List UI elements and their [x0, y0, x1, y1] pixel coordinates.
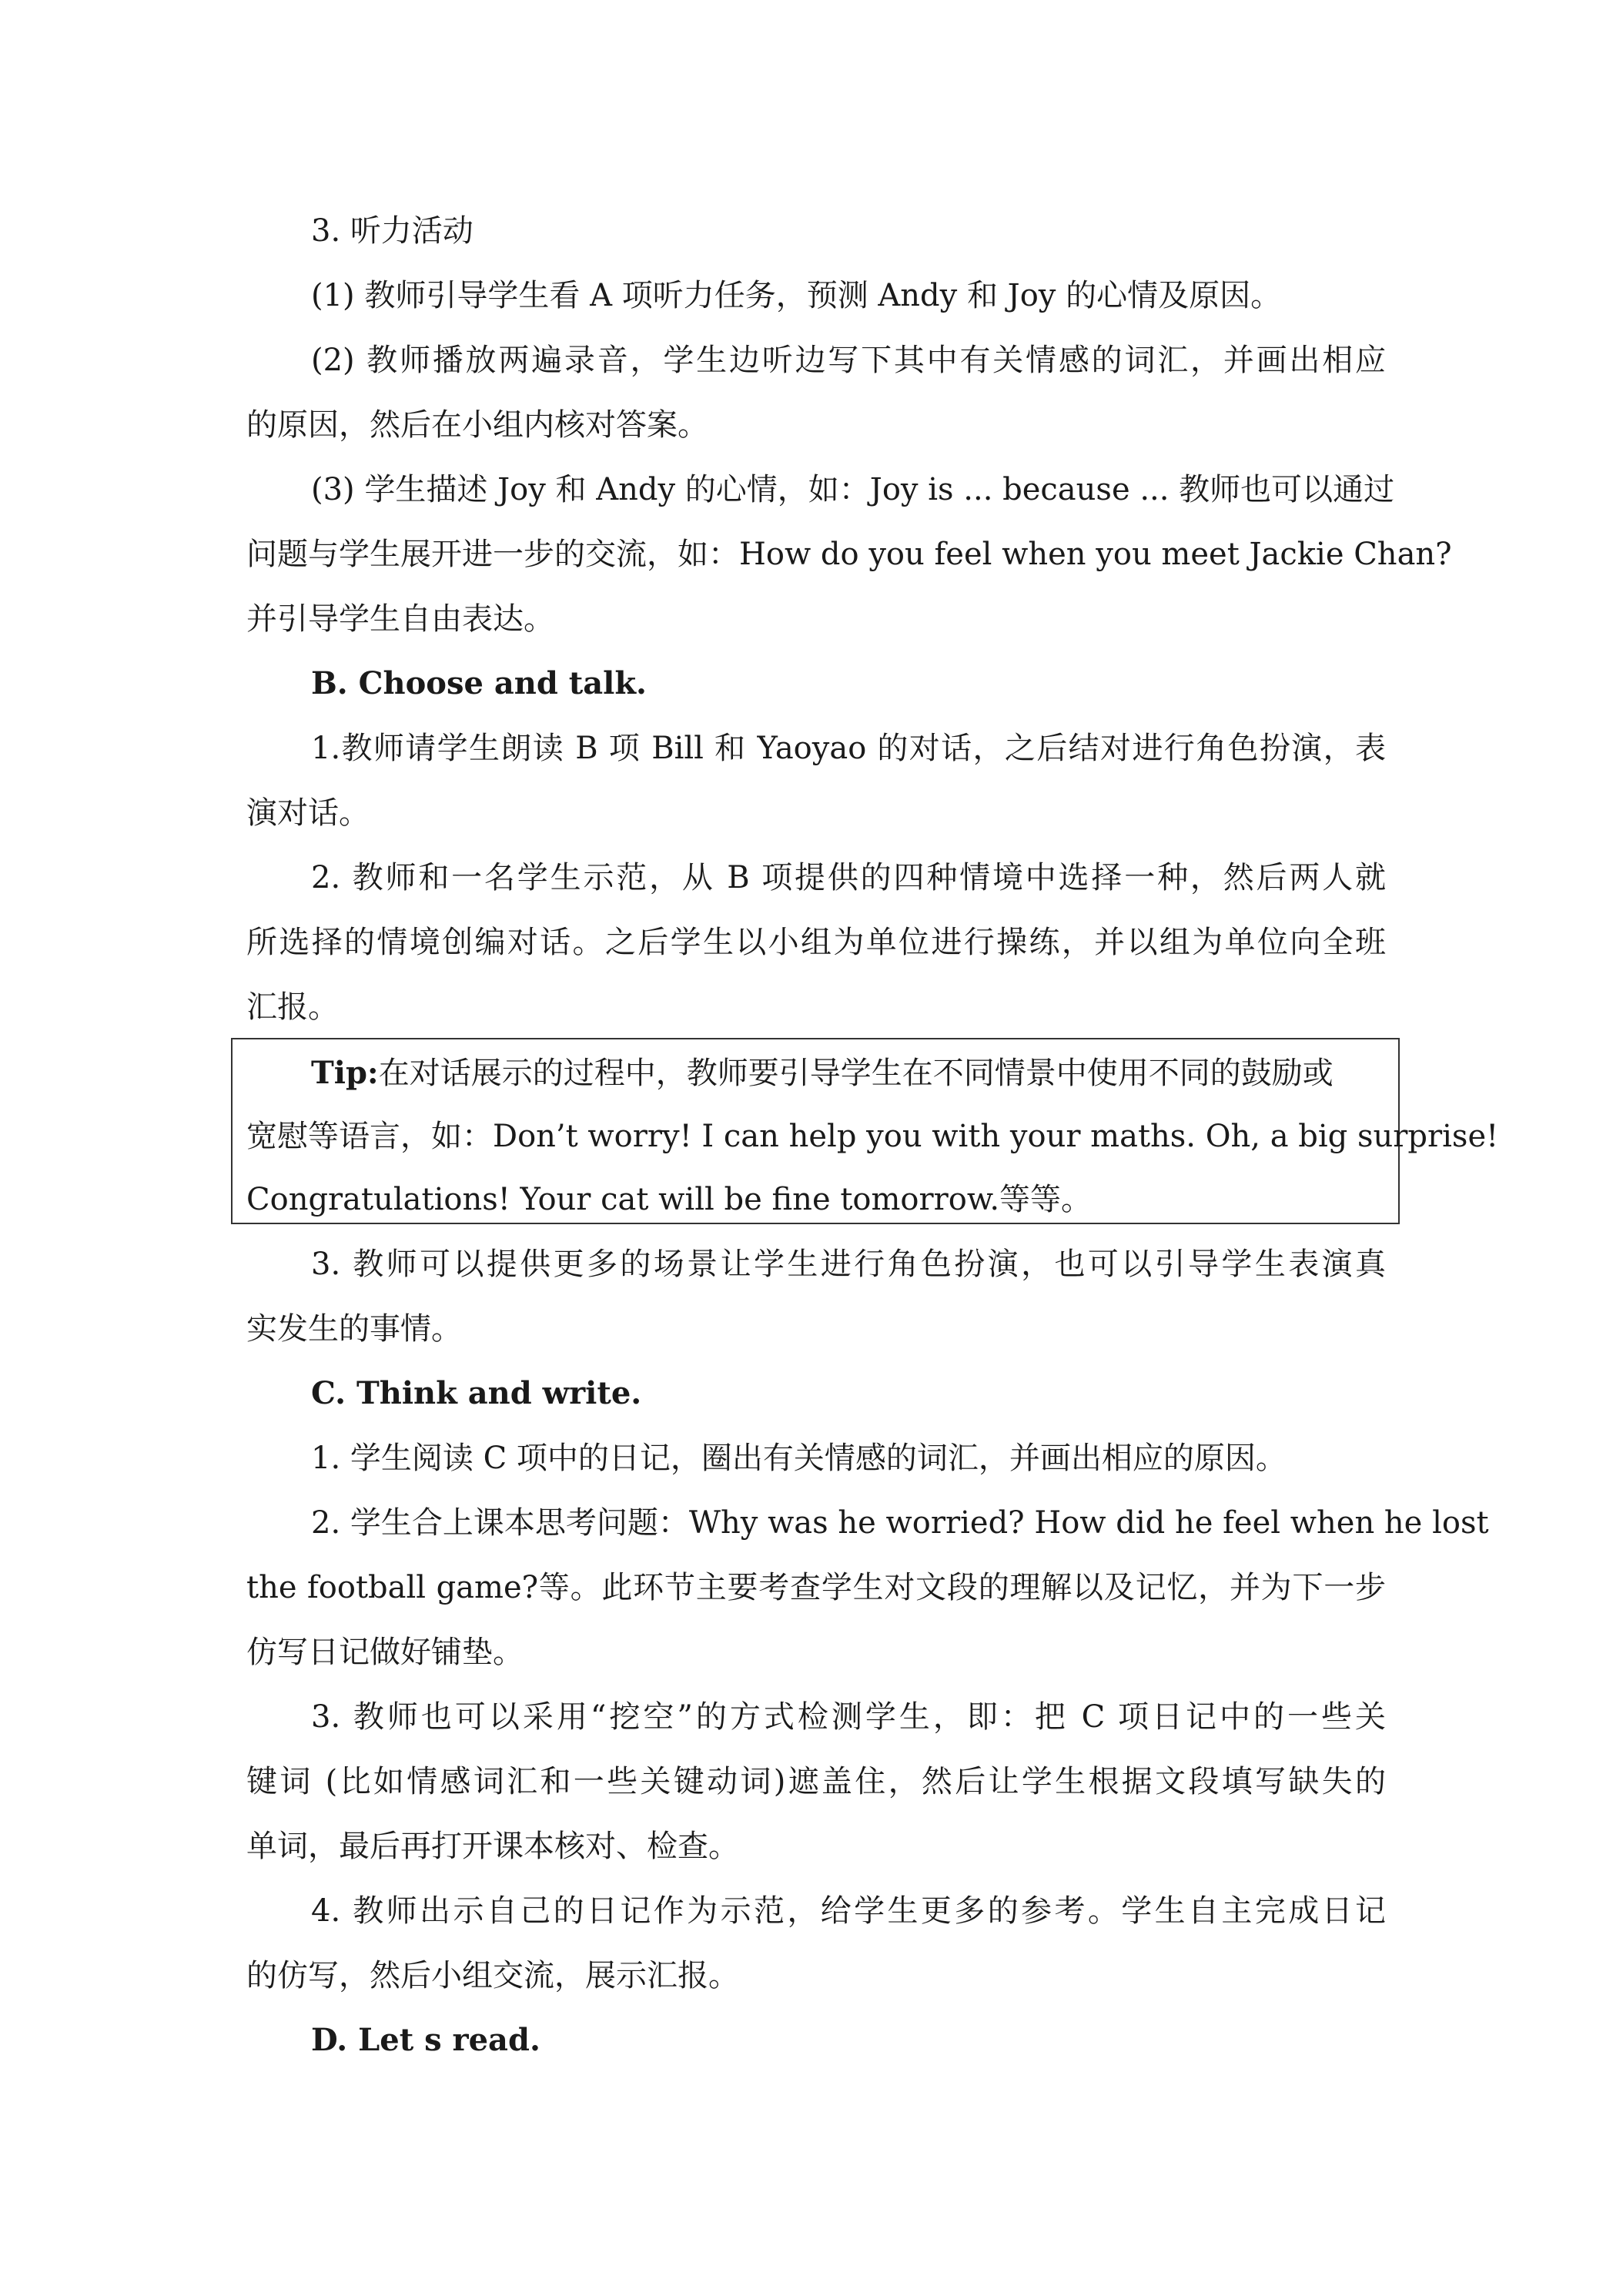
paragraph-line: 仿写日记做好铺垫。 [246, 1635, 524, 1670]
paragraph-line: 的仿写，然后小组交流，展示汇报。 [246, 1958, 739, 1993]
section-heading-choose-and-talk: B. Choose and talk. [311, 665, 647, 701]
paragraph-line: (1) 教师引导学生看 A 项听力任务，预测 Andy 和 Joy 的心情及原因。 [311, 278, 1282, 313]
paragraph-line: 问题与学生展开进一步的交流，如：How do you feel when you meet Jackie Chan? [246, 537, 1452, 572]
paragraph-line: 演对话。 [246, 795, 370, 831]
tip-label: Tip: [311, 1055, 379, 1091]
section-heading-lets-read: D. Let s read. [311, 2022, 540, 2058]
tip-line [311, 1052, 1334, 1095]
paragraph-line: 3. 教师可以提供更多的场景让学生进行角色扮演，也可以引导学生表演真 [311, 1247, 1386, 1282]
paragraph-line: 单词，最后再打开课本核对、检查。 [246, 1829, 739, 1864]
paragraph-line: 3. 教师也可以采用“挖空”的方式检测学生，即：把 C 项日记中的一些关 [311, 1699, 1386, 1735]
paragraph-line: (3) 学生描述 Joy 和 Andy 的心情，如：Joy is ... because ... 教师也可以通过 [311, 472, 1395, 507]
paragraph-line: 并引导学生自由表达。 [246, 601, 554, 637]
tip-line: 宽慰等语言，如：Don’t worry! I can help you with your maths. Oh, a big surprise! [246, 1119, 1499, 1154]
tip-text: 在对话展示的过程中，教师要引导学生在不同情景中使用不同的鼓励或 [378, 1056, 1334, 1091]
paragraph-line: 汇报。 [246, 989, 339, 1025]
paragraph-line: 2. 学生合上课本思考问题：Why was he worried? How did he feel when he lost [311, 1505, 1489, 1541]
paragraph-line: 4. 教师出示自己的日记作为示范，给学生更多的参考。学生自主完成日记 [311, 1893, 1386, 1929]
paragraph-line: 2. 教师和一名学生示范，从 B 项提供的四种情境中选择一种，然后两人就 [311, 860, 1386, 895]
paragraph-line: the football game?等。此环节主要考查学生对文段的理解以及记忆，并为下一步 [246, 1570, 1386, 1605]
paragraph-line: (2) 教师播放两遍录音，学生边听边写下其中有关情感的词汇，并画出相应 [311, 343, 1386, 378]
tip-line: Congratulations! Your cat will be fine tomorrow.等等。 [246, 1182, 1093, 1217]
paragraph-line: 所选择的情境创编对话。之后学生以小组为单位进行操练，并以组为单位向全班 [246, 925, 1386, 960]
section-heading-listening: 3. 听力活动 [311, 213, 474, 249]
paragraph-line: 键词 (比如情感词汇和一些关键动词)遮盖住，然后让学生根据文段填写缺失的 [246, 1764, 1386, 1799]
section-heading-think-and-write: C. Think and write. [311, 1375, 642, 1411]
paragraph-line: 1. 学生阅读 C 项中的日记，圈出有关情感的词汇，并画出相应的原因。 [311, 1441, 1287, 1476]
paragraph-line: 1.教师请学生朗读 B 项 Bill 和 Yaoyao 的对话，之后结对进行角色扮演，表 [311, 731, 1386, 766]
paragraph-line: 的原因，然后在小组内核对答案。 [246, 407, 708, 443]
paragraph-line: 实发生的事情。 [246, 1311, 462, 1347]
